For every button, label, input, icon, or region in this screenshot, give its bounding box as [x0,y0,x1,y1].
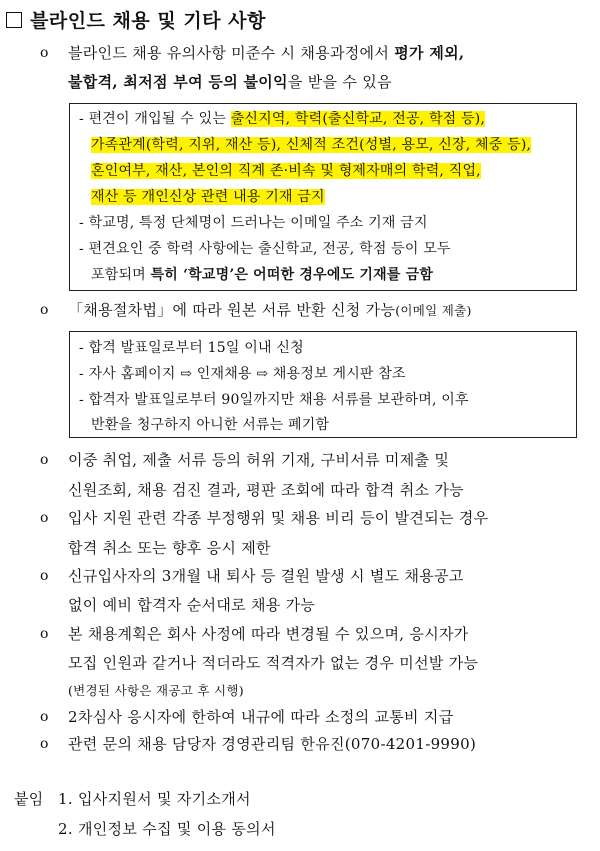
contact-line: 관련 문의 채용 담당자 경영관리팀 한유진(070-4201-9990) [68,735,477,753]
bullet-icon: o [40,45,49,61]
text: - 편견이 개입될 수 있는 [79,111,231,127]
attachment-item-1: 1. 입사지원서 및 자기소개서 [58,790,251,808]
bullet-icon: o [40,568,49,584]
bullet-icon: o [40,709,49,725]
rule-line-7 [91,264,433,284]
cancel-line-1: 이중 취업, 제출 서류 등의 허위 기재, 구비서류 미제출 및 [68,451,450,469]
return-rule-4: 반환을 청구하지 아니한 서류는 폐기함 [91,417,330,433]
checkbox-square-icon [6,12,22,28]
bullet-icon: o [40,510,49,526]
return-rule-1: - 합격 발표일로부터 15일 이내 신청 [79,340,304,356]
text: 을 받을 수 있음 [287,73,392,91]
blind-notice-line-2 [68,71,392,92]
document-return-line [68,299,472,320]
highlight-text: 가족관계(학력, 지위, 재산 등), 신체적 조건(성별, 용모, 신장, 체중 등), [91,137,532,153]
rule-line-4 [91,186,325,206]
attachment-label: 붙임 [14,790,44,808]
text: 「채용절차법」에 따라 원본 서류 반환 신청 가능 [68,301,396,319]
highlight-text: 혼인여부, 재산, 본인의 직계 존·비속 및 형제자매의 학력, 직업, [91,163,481,179]
text: 블라인드 채용 유의사항 미준수 시 채용과정에서 [68,44,395,62]
emphasis-text: 불합격, 최저점 부여 등의 불이익 [68,73,288,91]
attachment-item-2: 2. 개인정보 수집 및 이용 동의서 [58,820,276,838]
fraud-line-2: 합격 취소 또는 향후 응시 제한 [68,539,271,557]
emphasis-text: 평가 제외, [394,44,465,62]
return-rule-2: - 자사 홈페이지 ⇨ 인재채용 ⇨ 채용정보 게시판 참조 [79,366,406,382]
highlight-text: 재산 등 개인신상 관련 내용 기재 금지 [91,189,325,205]
text: 포함되며 [91,267,151,283]
bullet-icon: o [40,452,49,468]
bullet-icon: o [40,736,49,752]
highlight-text: 출신지역, 학력(출신학교, 전공, 학점 등), [230,111,486,127]
rule-line-5: - 학교명, 특정 단체명이 드러나는 이메일 주소 기재 금지 [79,215,428,231]
blind-notice-line-1 [68,42,464,63]
fraud-line-1: 입사 지원 관련 각종 부정행위 및 채용 비리 등이 발견되는 경우 [68,509,489,527]
note-text: (이메일 제출) [395,303,472,318]
emphasis-text: 특히 ‘학교명’은 어떠한 경우에도 기재를 금함 [150,267,434,283]
bullet-icon: o [40,302,49,318]
rule-line-6: - 편견요인 중 학력 사항에는 출신학교, 전공, 학점 등이 모두 [79,241,451,257]
vacancy-line-2: 없이 예비 합격자 순서대로 채용 가능 [68,596,316,614]
plan-change-line-1: 본 채용계획은 회사 사정에 따라 변경될 수 있으며, 응시자가 [68,625,469,643]
section-heading [6,6,266,33]
plan-change-line-2: 모집 인원과 같거나 적더라도 적격자가 없는 경우 미선발 가능 [68,654,479,672]
rule-line-3 [91,160,481,180]
cancel-line-2: 신원조회, 채용 검진 결과, 평판 조회에 따라 합격 취소 가능 [68,481,464,499]
heading-text: 블라인드 채용 및 기타 사항 [30,10,266,32]
rule-line-2 [91,134,531,154]
plan-change-note: (변경된 사항은 재공고 후 시행) [68,683,244,698]
vacancy-line-1: 신규입사자의 3개월 내 퇴사 등 결원 발생 시 별도 채용공고 [68,567,464,585]
transport-fee-line: 2차심사 응시자에 한하여 내규에 따라 소정의 교통비 지급 [68,708,454,726]
bullet-icon: o [40,626,49,642]
rule-line-1 [79,108,485,128]
return-rule-3: - 합격자 발표일로부터 90일까지만 채용 서류를 보관하며, 이후 [79,392,469,408]
